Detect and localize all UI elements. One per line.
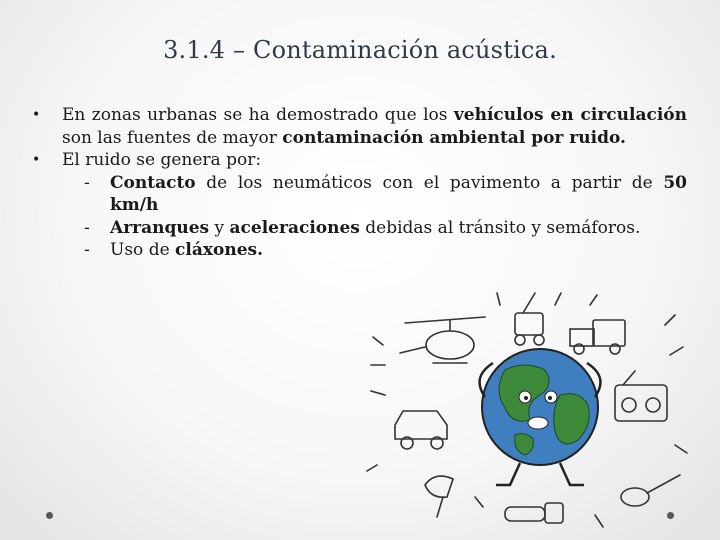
slide-title: 3.1.4 – Contaminación acústica. (163, 36, 557, 64)
dash-marker: - (84, 217, 90, 238)
corner-dot-right (667, 512, 674, 519)
dash-marker: - (84, 172, 90, 193)
slide-body (32, 104, 687, 262)
bullet-noise-sources (32, 149, 687, 172)
bullet-text (62, 104, 687, 149)
text-run: En zonas urbanas se ha demostrado que los (62, 105, 454, 125)
sub-item-text (110, 172, 687, 217)
boombox-icon (615, 371, 667, 421)
helicopter-icon (400, 317, 485, 363)
chainsaw-icon (505, 503, 563, 523)
sub-item-horns (84, 239, 687, 262)
sub-item-acceleration (84, 217, 687, 240)
sub-item-text (110, 239, 687, 262)
dash-marker: - (84, 240, 90, 260)
bullet-marker: • (32, 152, 41, 168)
lawn-mower-icon (515, 293, 544, 345)
hair-dryer-icon (425, 476, 453, 517)
bold-run: 50 km/h (110, 172, 687, 215)
bold-run: Contacto (110, 172, 196, 193)
corner-dot-left (46, 512, 53, 519)
guitar-icon (621, 475, 680, 506)
text-run: debidas al tránsito y semáforos. (359, 217, 641, 238)
car-icon (395, 411, 447, 449)
bullet-urban-vehicles (32, 104, 687, 149)
sub-item-text (110, 217, 687, 240)
bold-run: aceleraciones (229, 217, 360, 238)
text-run: Uso de (110, 240, 176, 260)
text-run: son las fuentes de mayor (62, 127, 283, 148)
bold-run: cláxones. (175, 240, 264, 260)
sub-item-tire-contact (84, 172, 687, 217)
bold-run: Arranques (110, 217, 210, 238)
noisy-earth-illustration (365, 285, 690, 535)
text-run: y (209, 217, 230, 238)
bullet-text: El ruido se genera por: (62, 150, 262, 170)
truck-icon (570, 320, 625, 354)
bullet-marker: • (32, 107, 41, 123)
bold-run: vehículos en circulación (453, 105, 687, 125)
bold-run: contaminación ambiental por ruido. (282, 127, 626, 148)
earth-icon (480, 349, 601, 485)
text-run: de los neumáticos con el pavimento a partir de (195, 172, 664, 193)
